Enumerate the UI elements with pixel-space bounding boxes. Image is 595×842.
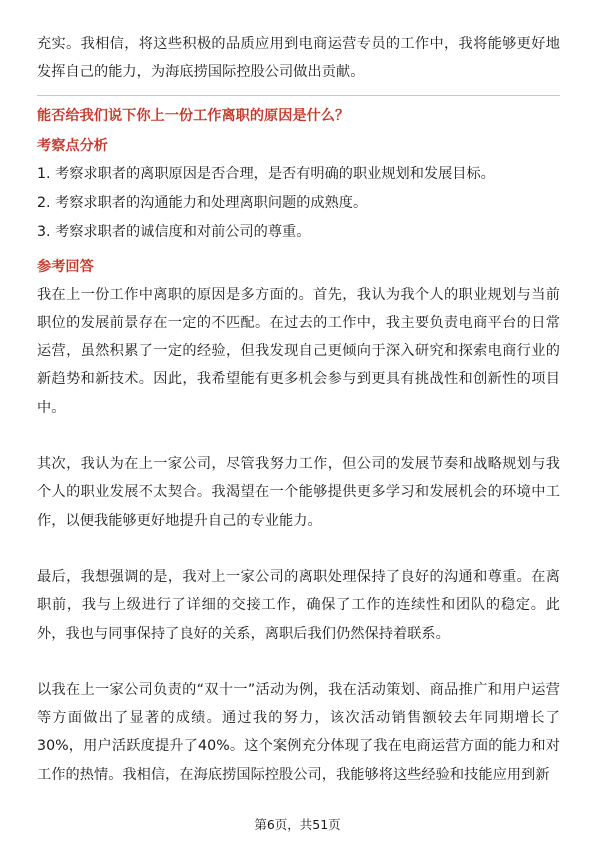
answer-paragraph: 其次，我认为在上一家公司，尽管我努力工作，但公司的发展节奏和战略规划与我个人的职业发展不太契合。我渴望在一个能够提供更多学习和发展机会的环境中工作，以便我能够更好地提升自己的专业能力。 bbox=[37, 456, 560, 529]
analysis-item: 3. 考察求职者的诚信度和对前公司的尊重。 bbox=[37, 223, 311, 240]
intro-paragraph: 充实。我相信，将这些积极的品质应用到电商运营专员的工作中，我将能够更好地发挥自己的能力，为海底捞国际控股公司做出贡献。 bbox=[37, 36, 560, 81]
document-page bbox=[37, 30, 560, 789]
analysis-item: 1. 考察求职者的离职原因是否合理，是否有明确的职业规划和发展目标。 bbox=[37, 165, 495, 182]
answer-paragraph: 以我在上一家公司负责的“双十一”活动为例，我在活动策划、商品推广和用户运营等方面做出了显著的成绩。通过我的努力，该次活动销售额较去年同期增长了30%，用户活跃度提升了40%。这个案例充分体现了我在电商运营方面的能力和对工作的热情。我相信，在海底捞国际控股公司，我能够将这些经验和技能应用到新 bbox=[37, 681, 560, 783]
answer-body bbox=[37, 281, 560, 789]
answer-heading: 参考回答 bbox=[37, 258, 94, 275]
section-divider bbox=[37, 95, 560, 96]
interview-question: 能否给我们说下你上一份工作离职的原因是什么？ bbox=[37, 107, 350, 124]
analysis-list bbox=[37, 160, 560, 247]
answer-paragraph: 最后，我想强调的是，我对上一家公司的离职处理保持了良好的沟通和尊重。在离职前，我与上级进行了详细的交接工作，确保了工作的连续性和团队的稳定。此外，我也与同事保持了良好的关系，离职后我们仍然保持着联系。 bbox=[37, 568, 560, 642]
page-number: 第6页，共51页 bbox=[254, 817, 341, 832]
answer-paragraph: 我在上一份工作中离职的原因是多方面的。首先，我认为我个人的职业规划与当前职位的发展前景存在一定的不匹配。在过去的工作中，我主要负责电商平台的日常运营，虽然积累了一定的经验，但我发现自己更倾向于深入研究和探索电商行业的新趋势和新技术。因此，我希望能有更多机会参与到更具有挑战性和创新性的项目中。 bbox=[37, 286, 560, 416]
analysis-item: 2. 考察求职者的沟通能力和处理离职问题的成熟度。 bbox=[37, 194, 368, 211]
analysis-heading: 考察点分析 bbox=[37, 137, 108, 154]
